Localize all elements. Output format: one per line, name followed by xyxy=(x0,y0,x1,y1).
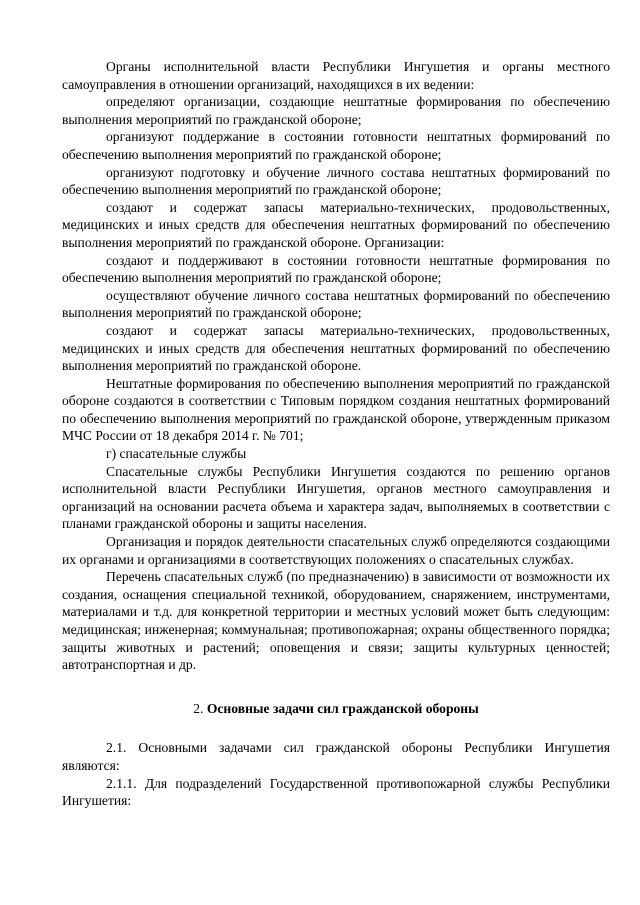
paragraph: Нештатные формирования по обеспечению выполнения мероприятий по гражданской обороне создаются в соответствии с Типовым порядком создания нештатных формирований по обеспечению выполнения мероприятий по гражданской обороне, утвержденным приказом МЧС России от 18 декабря 2014 г. № 701; xyxy=(62,375,610,444)
paragraph: 2.1. Основными задачами сил гражданской обороны Республики Ингушетия являются: xyxy=(62,740,610,773)
paragraph: Организация и порядок деятельности спасательных служб определяются создающими их органами и организациями в соответствующих положениях о спасательных службах. xyxy=(62,534,610,567)
document-page xyxy=(62,58,610,810)
paragraph: создают и содержат запасы материально-технических, продовольственных, медицинских и иных средств для обеспечения нештатных формирований по обеспечению выполнения мероприятий по гражданской обороне. xyxy=(62,322,610,374)
paragraph: Перечень спасательных служб (по предназначению) в зависимости от возможности их создания, оснащения специальной техникой, оборудованием, снаряжением, инструментами, материалами и т.д. для конкретной территории и местных условий может быть следующим: медицинская; инженерная; коммунальная; противопожарная; охраны общественного порядка; защиты животных и растений; оповещения и связи; защиты культурных ценностей; автотранспортная и др. xyxy=(62,569,610,673)
paragraph: определяют организации, создающие нештатные формирования по обеспечению выполнения мероприятий по гражданской обороне; xyxy=(62,94,610,127)
paragraph: создают и содержат запасы материально-технических, продовольственных, медицинских и иных средств для обеспечения нештатных формирований по обеспечению выполнения мероприятий по гражданской обороне. Организации: xyxy=(62,199,610,250)
section-title: Основные задачи сил гражданской обороны xyxy=(206,700,479,716)
paragraph: организуют подготовку и обучение личного состава нештатных формирований по обеспечению выполнения мероприятий по гражданской обороне; xyxy=(62,164,610,198)
paragraph: 2.1.1. Для подразделений Государственной противопожарной службы Республики Ингушетия: xyxy=(62,775,610,809)
paragraph: осуществляют обучение личного состава нештатных формирований по обеспечению выполнения мероприятий по гражданской обороне; xyxy=(62,287,610,321)
paragraph: создают и поддерживают в состоянии готовности нештатные формирования по обеспечению выполнения мероприятий по гражданской обороне; xyxy=(62,252,610,286)
paragraph: организуют поддержание в состоянии готовности нештатных формирований по обеспечению выполнения мероприятий по гражданской обороне; xyxy=(62,129,610,162)
paragraph: Спасательные службы Республики Ингушетия создаются по решению органов исполнительной власти Республики Ингушетия, органов местного самоуправления и организаций на основании расчета объема и характера задач, выполняемых в соответствии с планами гражданской обороны и защиты населения. xyxy=(62,463,610,532)
section-number: 2. xyxy=(193,700,207,716)
section-heading xyxy=(62,700,610,718)
paragraph: Органы исполнительной власти Республики Ингушетия и органы местного самоуправления в отношении организаций, находящихся в их ведении: xyxy=(62,59,610,92)
paragraph: г) спасательные службы xyxy=(106,446,247,462)
